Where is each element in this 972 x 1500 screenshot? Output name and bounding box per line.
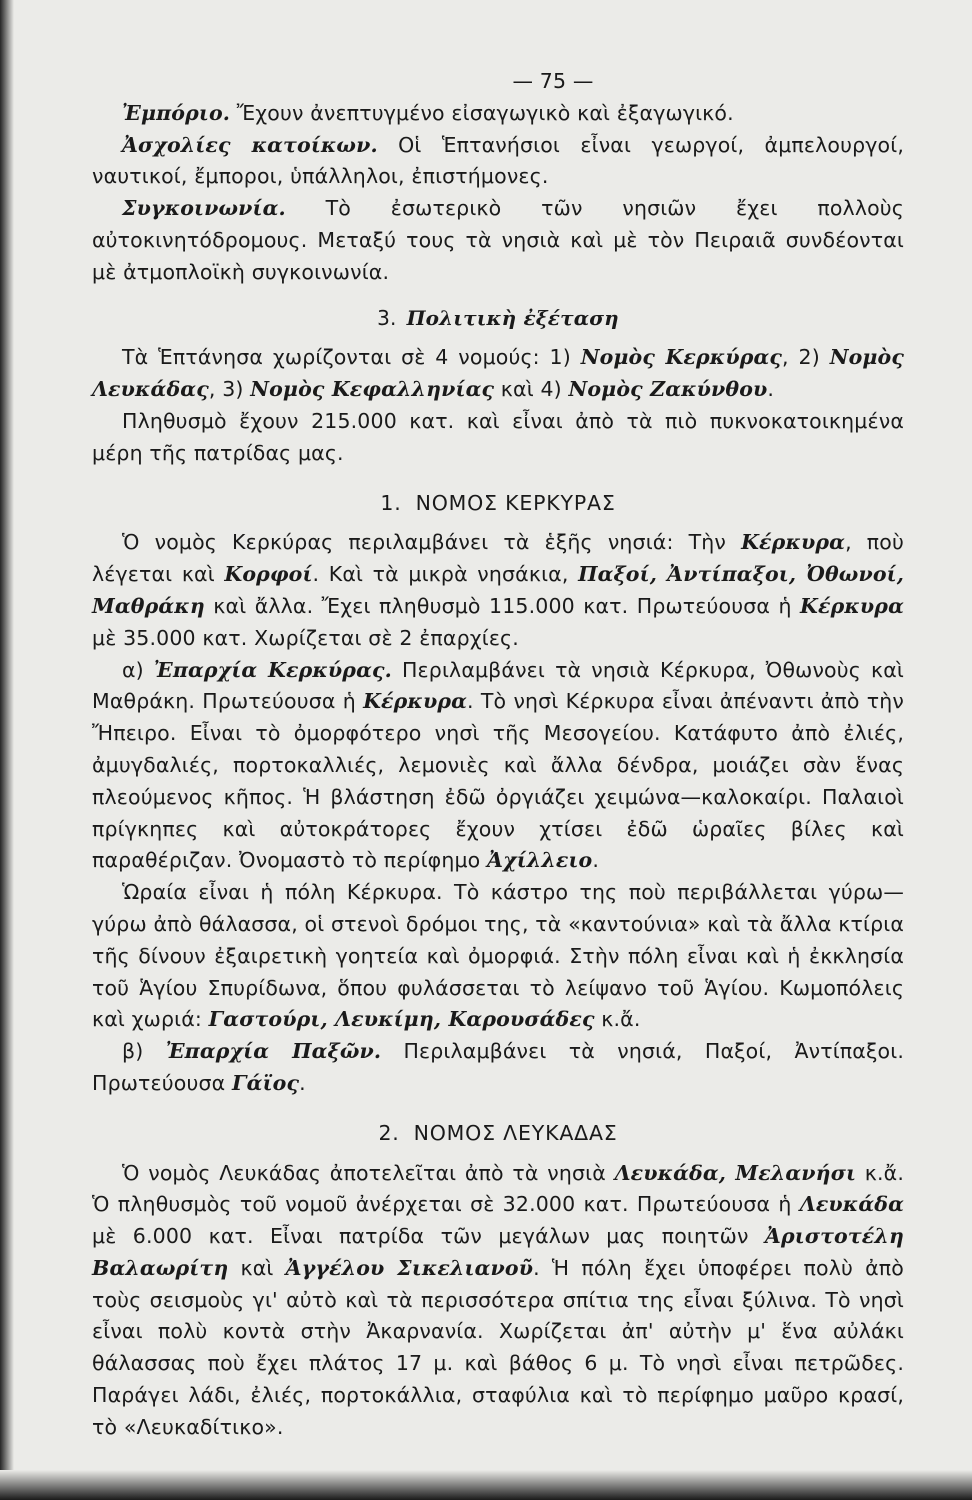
section-heading-lefkada xyxy=(92,1118,904,1150)
text-run: Ὁ νομὸς Λευκάδας ἀποτελεῖται ἀπὸ τὰ νησιὰ xyxy=(122,1160,615,1185)
place-name: Κέρκυρα xyxy=(800,593,904,618)
paragraph-heading: Ἐπαρχία Κερκύρας. xyxy=(153,657,392,682)
prefecture-name: Νομὸς Κερκύρας xyxy=(580,345,783,370)
paragraph-text: Ἔχουν ἀνεπτυγμένο εἰσαγωγικὸ καὶ ἐξαγωγικό. xyxy=(230,100,734,125)
section-number: 1. xyxy=(380,490,402,515)
text-run: . xyxy=(299,1070,306,1095)
section-title: ΝΟΜΟΣ ΛΕΥΚΑΔΑΣ xyxy=(413,1120,618,1145)
text-run: Ὁ νομὸς Κερκύρας περιλαμβάνει τὰ ἑξῆς νησιά: Τὴν xyxy=(122,530,742,555)
paragraph-province-paxoi xyxy=(92,1036,904,1100)
paragraph-occupations xyxy=(92,130,904,194)
prefecture-name: Νομὸς Ζακύνθου xyxy=(568,377,768,402)
text-run: , 2) xyxy=(782,345,830,370)
heading-title: Πολιτικὴ ἐξέταση xyxy=(406,305,619,330)
place-name: Κέρκυρα xyxy=(363,689,468,714)
text-run: κ.ἄ. Ὁ πληθυσμὸς τοῦ νομοῦ ἀνέρχεται σὲ 32.000 κατ. Πρωτεύουσα ἡ xyxy=(92,1160,904,1217)
text-run: μὲ 6.000 κατ. Εἶναι πατρίδα τῶν μεγάλων μας ποιητῶν xyxy=(92,1224,765,1249)
section-heading-political xyxy=(92,303,904,335)
person-name: Ἀγγέλου Σικελιανοῦ xyxy=(285,1255,534,1280)
paragraph-text: Οἱ Ἑπτανήσιοι εἶναι γεωργοί, ἀμπελουργοί, ναυτικοί, ἔμποροι, ὑπάλληλοι, ἐπιστήμονες. xyxy=(92,132,905,189)
page-number: — 75 — xyxy=(512,69,594,93)
section-heading-kerkyra xyxy=(92,488,904,520)
text-run: . xyxy=(767,377,775,402)
text-run: α) xyxy=(122,657,154,682)
text-run: καὶ ἄλλα. Ἔχει πληθυσμὸ 115.000 κατ. Πρωτεύουσα ἡ xyxy=(204,593,801,618)
page-content xyxy=(92,66,904,1444)
place-name: Λευκάδα xyxy=(799,1192,904,1217)
text-run: Τὰ Ἑπτάνησα χωρίζονται σὲ 4 νομούς: 1) xyxy=(122,345,581,370)
paragraph-heading: Ἐπαρχία Παξῶν. xyxy=(165,1039,382,1064)
text-run: κ.ἄ. xyxy=(594,1007,641,1032)
text-run: . xyxy=(592,848,600,873)
page-bottom-shadow xyxy=(0,1470,972,1500)
place-name: Γάϊος xyxy=(231,1070,300,1095)
text-run: καὶ xyxy=(228,1255,286,1280)
paragraph-heading: Ἀσχολίες κατοίκων. xyxy=(122,132,378,157)
place-name: Κορφοί xyxy=(224,562,313,587)
paragraph-kerkyra-city xyxy=(92,877,904,1036)
place-name: Κέρκυρα xyxy=(741,530,846,555)
text-run: Ὡραία εἶναι ἡ πόλη Κέρκυρα. Τὸ κάστρο της ποὺ περιβάλλεται γύρω—γύρω ἀπὸ θάλασσα, οἱ στενοὶ δρόμοι της, τὰ «καντούνια» καὶ τὰ ἄλλα κτίρια τῆς δίνουν ἐξαιρετικὴ γοητεία καὶ ὀμορφιά. Στὴν πόλη εἶναι καὶ ἡ ἐκκλησία τοῦ Ἁγίου Σπυρίδωνα, ὅπου φυλάσσεται τὸ λείψανο τοῦ Ἁγίου. Κωμοπόλεις καὶ χωριά: xyxy=(92,880,904,1032)
place-name: Λευκάδα, Μελανήσι xyxy=(614,1160,857,1185)
text-run: , 3) xyxy=(208,377,251,402)
text-run: καὶ 4) xyxy=(494,377,569,402)
paragraph-transport xyxy=(92,193,904,288)
paragraph-text: Τὸ ἐσωτερικὸ τῶν νησιῶν ἔχει πολλοὺς αὐτοκινητόδρομους. Μεταξύ τους τὰ νησιὰ καὶ μὲ τὸν Πειραιᾶ συνδέονται μὲ ἀτμοπλοϊκὴ συγκοινωνία. xyxy=(92,196,904,284)
paragraph-heading: Ἐμπόριο. xyxy=(122,100,231,125)
place-name: Παξοί, Ἀντίπαξοι, Ὀθωνοί, Μαθράκη xyxy=(92,562,904,618)
text-run: Περιλαμβάνει τὰ νησιὰ Κέρκυρα, Ὀθωνοὺς καὶ Μαθράκη. Πρωτεύουσα ἡ xyxy=(92,657,904,714)
paragraph-lefkada xyxy=(92,1158,904,1444)
text-run: . Καὶ τὰ μικρὰ νησάκια, xyxy=(312,562,579,587)
paragraph-heading: Συγκοινωνία. xyxy=(122,196,286,221)
paragraph-kerkyra-intro xyxy=(92,527,904,654)
text-run: , ποὺ λέγεται καὶ xyxy=(92,530,905,587)
paragraph-province-kerkyra xyxy=(92,655,904,878)
text-run: Περιλαμβάνει τὰ νησιά, Παξοί, Ἀντίπαξοι. Πρωτεύουσα xyxy=(92,1039,904,1095)
page-edge-shadow xyxy=(0,0,14,1500)
text-run: . Ἡ πόλη ἔχει ὑποφέρει πολὺ ἀπὸ τοὺς σεισμοὺς γι' αὐτὸ καὶ τὰ περισσότερα σπίτια της εἶναι ξύλινα. Τὸ νησὶ εἶναι πολὺ κοντὰ στὴν Ἀκαρνανία. Χωρίζεται ἀπ' αὐτὴν μ' ἕνα αὐλάκι θάλασσας ποὺ ἔχει πλάτος 17 μ. καὶ βάθος 6 μ. Τὸ νησὶ εἶναι πετρῶδες. Παράγει λάδι, ἐλιές, πορτοκάλλια, σταφύλια καὶ τὸ περίφημο μαῦρο κρασί, τὸ «Λευκαδίτικο». xyxy=(92,1255,904,1439)
heading-number: 3. xyxy=(377,305,397,330)
paragraph-commerce xyxy=(92,98,904,130)
text-run: μὲ 35.000 κατ. Χωρίζεται σὲ 2 ἐπαρχίες. xyxy=(92,625,519,650)
paragraph-prefectures xyxy=(92,342,904,406)
person-name: Ἀριστοτέλη Βαλαωρίτη xyxy=(92,1224,904,1280)
prefecture-name: Νομὸς Λευκάδας xyxy=(92,345,905,402)
paragraph-population: Πληθυσμὸ ἔχουν 215.000 κατ. καὶ εἶναι ἀπὸ τὰ πιὸ πυκνοκατοικημένα μέρη τῆς πατρίδας μας. xyxy=(92,408,904,465)
text-run: . Τὸ νησὶ Κέρκυρα εἶναι ἀπέναντι ἀπὸ τὴν Ἤπειρο. Εἶναι τὸ ὀμορφότερο νησὶ τῆς Μεσογείου. Κατάφυτο ἀπὸ ἐλιές, ἀμυγδαλιές, πορτοκαλλιές, λεμονιὲς καὶ ἄλλα δένδρα, μοιάζει σὰν ἕνας πλεούμενος κῆπος. Ἡ βλάστηση ἐδῶ ὀργιάζει χειμώνα—καλοκαίρι. Παλαιοὶ πρίγκηπες καὶ αὐτοκράτορες ἔχουν χτίσει ἐδῶ ὡραῖες βίλες καὶ παραθέριζαν. Ὀνομαστὸ τὸ περίφημο xyxy=(92,689,904,873)
section-title: ΝΟΜΟΣ ΚΕΡΚΥΡΑΣ xyxy=(415,490,616,515)
section-number: 2. xyxy=(378,1120,400,1145)
text-run: β) xyxy=(122,1039,166,1064)
place-name: Ἀχίλλειο xyxy=(487,848,593,873)
place-name: Γαστούρι, Λευκίμη, Καρουσάδες xyxy=(208,1007,595,1032)
prefecture-name: Νομὸς Κεφαλληνίας xyxy=(250,377,495,402)
